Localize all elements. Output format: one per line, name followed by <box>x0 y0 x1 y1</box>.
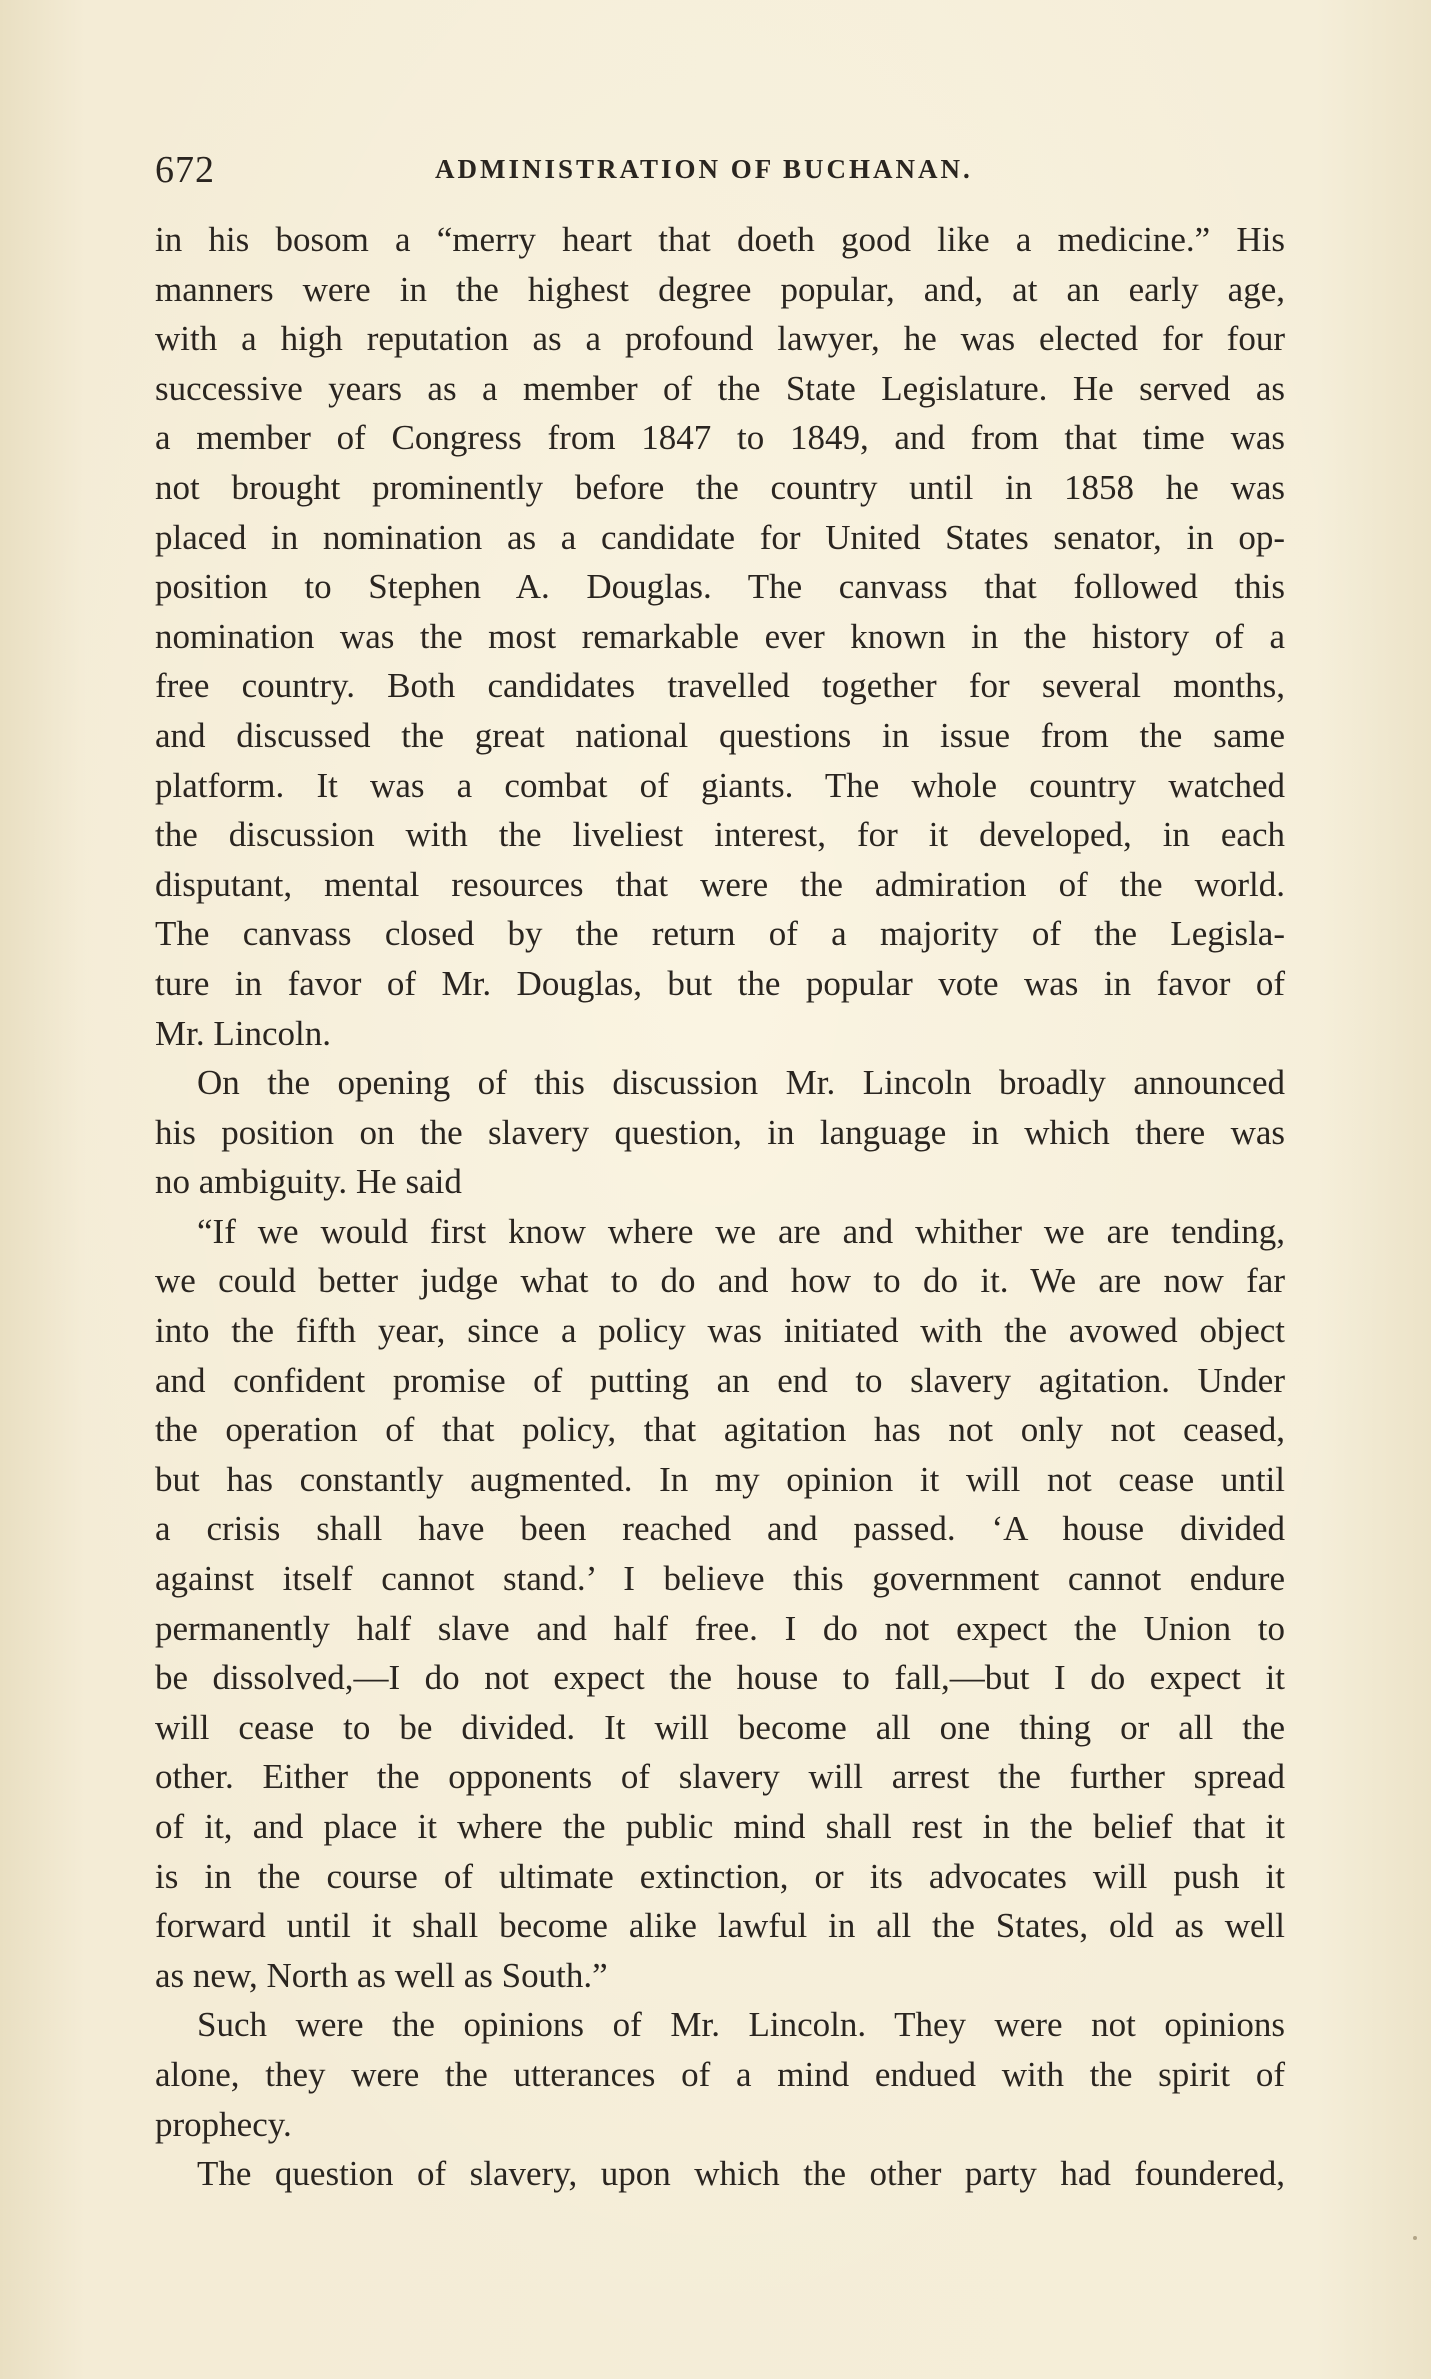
text-line: permanently half slave and half free. I do not expect the Union to <box>155 1608 1285 1648</box>
body-text <box>155 215 1285 2199</box>
text-line: and confident promise of putting an end to slavery agitation. Under <box>155 1360 1285 1400</box>
text-line: the operation of that policy, that agitation has not only not ceased, <box>155 1410 1285 1450</box>
text-line: as new, North as well as South.” <box>155 1955 608 1995</box>
text-line: a member of Congress from 1847 to 1849, and from that time was <box>155 418 1285 458</box>
text-line: the discussion with the liveliest interest, for it developed, in each <box>155 815 1285 855</box>
text-line: Mr. Lincoln. <box>155 1013 331 1053</box>
text-line: not brought prominently before the country until in 1858 he was <box>155 467 1285 507</box>
text-line: placed in nomination as a candidate for United States senator, in op- <box>155 517 1285 557</box>
text-line: position to Stephen A. Douglas. The canvass that followed this <box>155 567 1285 607</box>
text-line: of it, and place it where the public mind shall rest in the belief that it <box>155 1807 1285 1846</box>
text-line: Such were the opinions of Mr. Lincoln. They were not opinions <box>197 2005 1285 2045</box>
text-line: manners were in the highest degree popular, and, at an early age, <box>155 269 1285 309</box>
text-line: be dissolved,—I do not expect the house to fall,—but I do expect it <box>155 1658 1285 1698</box>
text-line: and discussed the great national questions in issue from the same <box>155 715 1285 755</box>
text-line: free country. Both candidates travelled together for several months, <box>155 666 1285 706</box>
text-line: into the fifth year, since a policy was initiated with the avowed object <box>155 1311 1285 1351</box>
text-line: no ambiguity. He said <box>155 1162 462 1202</box>
text-line: his position on the slavery question, in language in which there was <box>155 1112 1285 1152</box>
text-line: a crisis shall have been reached and passed. ‘A house divided <box>155 1509 1285 1549</box>
text-line: with a high reputation as a profound lawyer, he was elected for four <box>155 319 1285 359</box>
page-number: 672 <box>155 149 215 191</box>
text-line: will cease to be divided. It will become all one thing or all the <box>155 1707 1285 1747</box>
text-line: alone, they were the utterances of a mind endued with the spirit of <box>155 2054 1285 2094</box>
text-line: forward until it shall become alike lawful in all the States, old as well <box>155 1906 1285 1946</box>
text-line: against itself cannot stand.’ I believe this government cannot endure <box>155 1559 1285 1599</box>
text-line: On the opening of this discussion Mr. Lincoln broadly announced <box>197 1063 1285 1103</box>
text-line: is in the course of ultimate extinction, or its advocates will push it <box>155 1856 1285 1896</box>
page-header <box>155 148 1285 198</box>
text-line: other. Either the opponents of slavery will arrest the further spread <box>155 1757 1285 1797</box>
text-line: successive years as a member of the State Legislature. He served as <box>155 368 1285 408</box>
text-line: The canvass closed by the return of a majority of the Legisla- <box>155 914 1285 954</box>
text-line: in his bosom a “merry heart that doeth good like a medicine.” His <box>155 220 1285 259</box>
text-line: we could better judge what to do and how to do it. We are now far <box>155 1261 1285 1301</box>
text-line: “If we would first know where we are and whither we are tending, <box>197 1211 1285 1251</box>
text-line: ture in favor of Mr. Douglas, but the popular vote was in favor of <box>155 963 1285 1003</box>
text-line: disputant, mental resources that were the admiration of the world. <box>155 864 1285 904</box>
text-line: nomination was the most remarkable ever known in the history of a <box>155 616 1285 656</box>
text-line: prophecy. <box>155 2104 292 2144</box>
running-title: ADMINISTRATION OF BUCHANAN. <box>435 154 973 184</box>
text-line: The question of slavery, upon which the other party had foundered, <box>197 2154 1285 2194</box>
paper-speck <box>1413 2236 1417 2240</box>
text-line: but has constantly augmented. In my opinion it will not cease until <box>155 1459 1285 1499</box>
text-line: platform. It was a combat of giants. The whole country watched <box>155 765 1285 805</box>
